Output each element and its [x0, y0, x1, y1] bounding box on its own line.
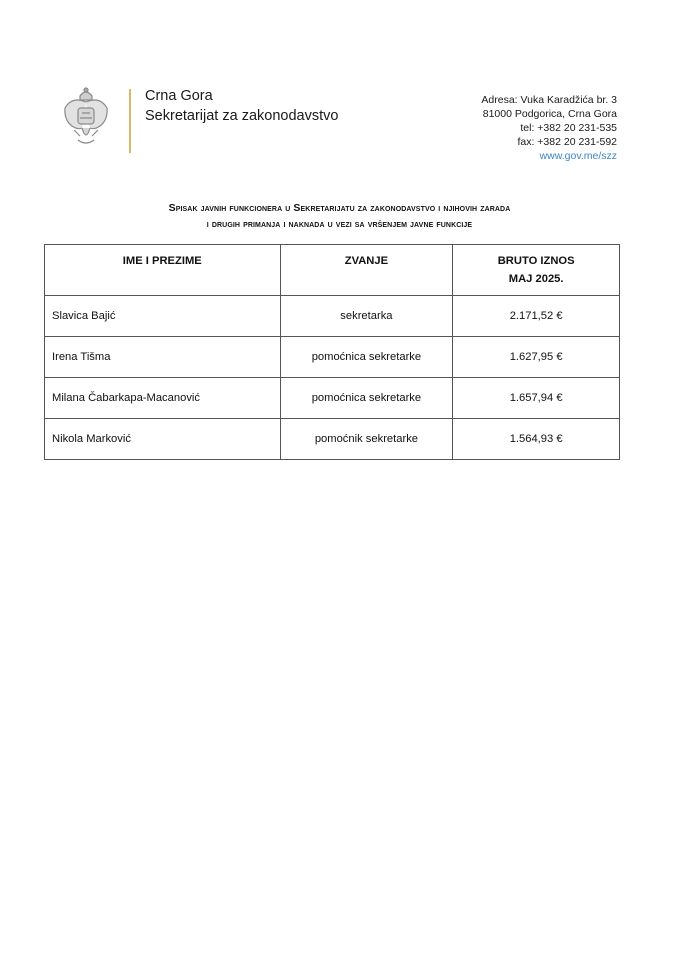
title-line-2: i drugih primanja i naknada u vezi sa vršenjem javne funkcije [206, 217, 473, 230]
official-title: pomoćnica sekretarke [280, 378, 453, 419]
amount-header-line-2: MAJ 2025. [508, 273, 564, 285]
phone-number: tel: +382 20 231-535 [520, 122, 617, 134]
website-link[interactable]: www.gov.me/szz [539, 150, 617, 162]
table-row [45, 296, 620, 337]
contact-address [481, 93, 617, 163]
table-row [45, 378, 620, 419]
official-name: Milana Čabarkapa-Macanović [45, 378, 281, 419]
institution-name: Sekretarijat za zakonodavstvo [145, 108, 339, 124]
table-header-row [45, 245, 620, 296]
official-name: Slavica Bajić [45, 296, 281, 337]
document-title [0, 201, 679, 232]
gross-amount: 1.564,93 € [453, 419, 620, 460]
officials-salary-table [44, 244, 620, 460]
gross-amount: 1.627,95 € [453, 337, 620, 378]
address-street: Adresa: Vuka Karadžića br. 3 [481, 94, 617, 106]
column-header-name: IME I PREZIME [45, 245, 281, 296]
column-header-title: ZVANJE [280, 245, 453, 296]
address-city: 81000 Podgorica, Crna Gora [482, 108, 617, 120]
official-title: pomoćnica sekretarke [280, 337, 453, 378]
gross-amount: 1.657,94 € [453, 378, 620, 419]
table-row [45, 337, 620, 378]
title-line-1: Spisak javnih funkcionera u Sekretarijatu za zakonodavstvo i njihovih zarada [168, 202, 511, 214]
amount-header-line-1: BRUTO IZNOS [497, 255, 575, 267]
official-name: Irena Tišma [45, 337, 281, 378]
organization-name [145, 86, 338, 126]
official-title: pomoćnik sekretarke [280, 419, 453, 460]
gross-amount: 2.171,52 € [453, 296, 620, 337]
column-header-amount [453, 245, 620, 296]
header-divider [129, 89, 131, 153]
official-title: sekretarka [280, 296, 453, 337]
fax-number: fax: +382 20 231-592 [517, 136, 617, 148]
coat-of-arms-icon [62, 86, 110, 148]
country-name: Crna Gora [145, 88, 213, 104]
table-row [45, 419, 620, 460]
official-name: Nikola Marković [45, 419, 281, 460]
